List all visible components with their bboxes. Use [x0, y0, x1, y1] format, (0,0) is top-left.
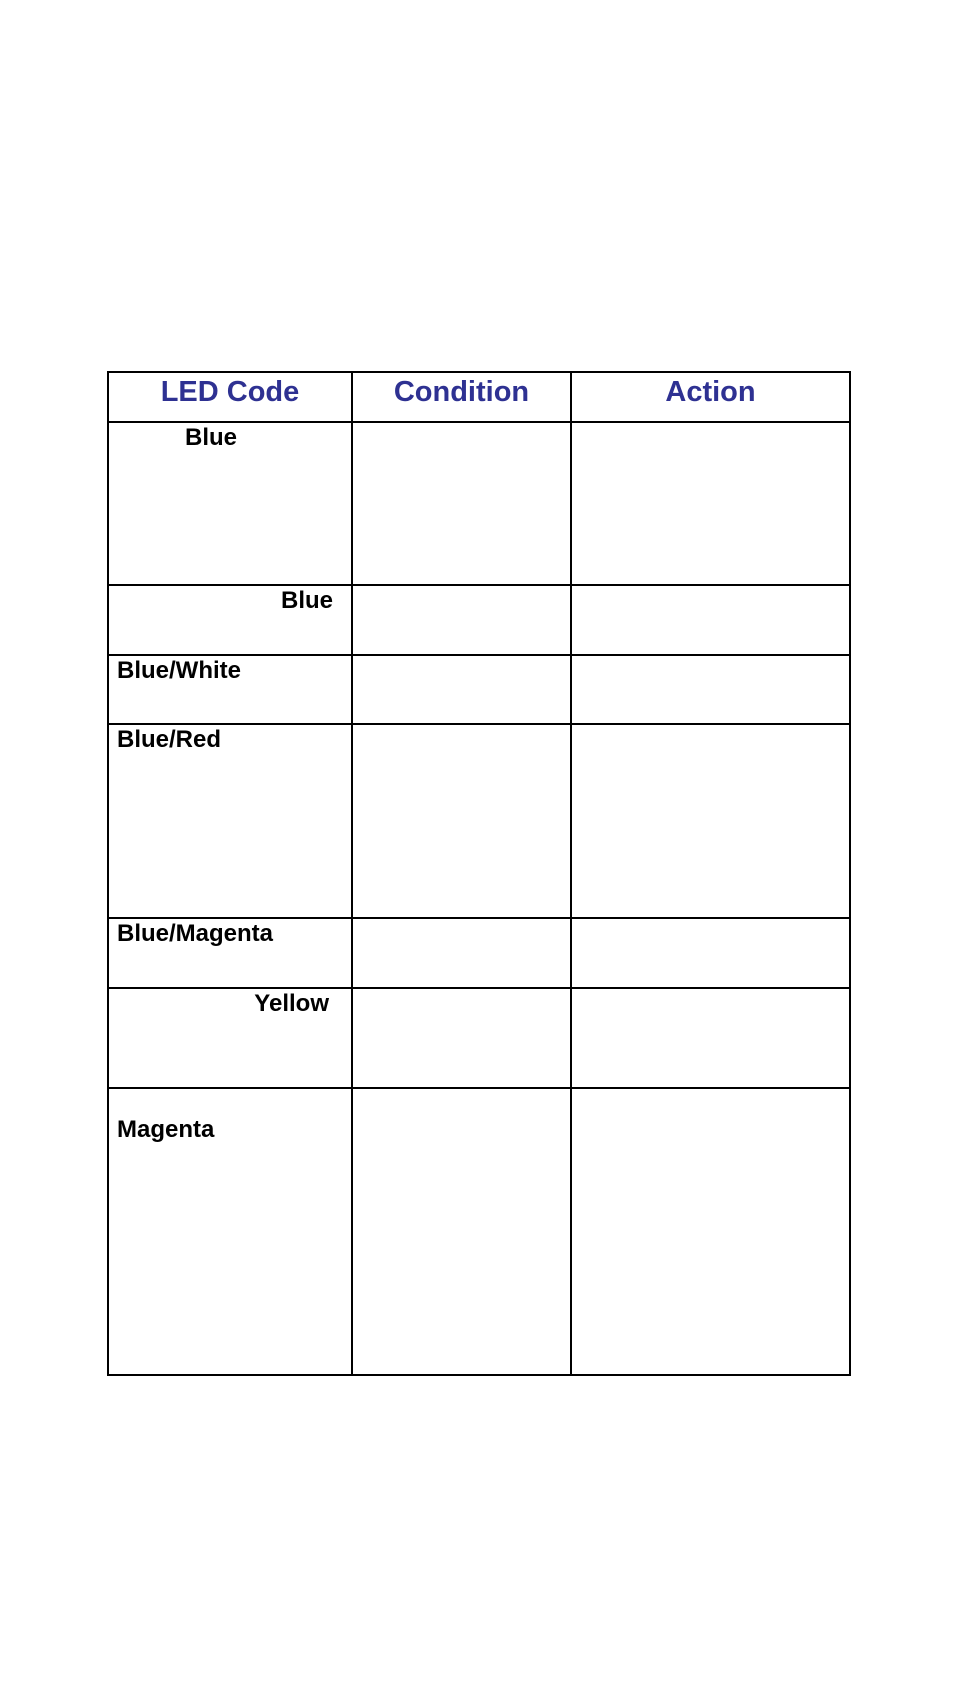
led-code-cell [108, 918, 352, 988]
condition-cell [352, 918, 571, 988]
led-code-label: Blue/White [117, 657, 241, 684]
condition-cell [352, 655, 571, 724]
action-cell [571, 724, 850, 918]
led-code-cell [108, 724, 352, 918]
led-code-label: Yellow [254, 990, 329, 1017]
led-code-cell [108, 655, 352, 724]
table-row [108, 988, 850, 1088]
led-code-table [107, 371, 851, 1376]
led-code-cell [108, 422, 352, 585]
action-cell [571, 988, 850, 1088]
table-row [108, 918, 850, 988]
table-row [108, 585, 850, 655]
header-row [108, 372, 850, 422]
condition-cell [352, 724, 571, 918]
condition-cell [352, 585, 571, 655]
condition-cell [352, 1088, 571, 1375]
led-code-cell [108, 1088, 352, 1375]
condition-cell [352, 422, 571, 585]
led-code-label: Blue [185, 424, 238, 451]
action-cell [571, 422, 850, 585]
action-cell [571, 1088, 850, 1375]
table-row [108, 724, 850, 918]
action-cell [571, 918, 850, 988]
header-condition: Condition [352, 372, 571, 422]
action-cell [571, 585, 850, 655]
table-row [108, 655, 850, 724]
header-led-code: LED Code [108, 372, 352, 422]
led-code-label: Blue [280, 587, 333, 614]
led-code-label: Magenta [117, 1116, 215, 1143]
led-code-label: Blue/Red [117, 726, 222, 753]
led-code-cell [108, 988, 352, 1088]
table-row [108, 422, 850, 585]
action-cell [571, 655, 850, 724]
led-code-cell [108, 585, 352, 655]
led-code-label: Blue/Magenta [117, 920, 274, 947]
table-row [108, 1088, 850, 1375]
header-action: Action [571, 372, 850, 422]
condition-cell [352, 988, 571, 1088]
